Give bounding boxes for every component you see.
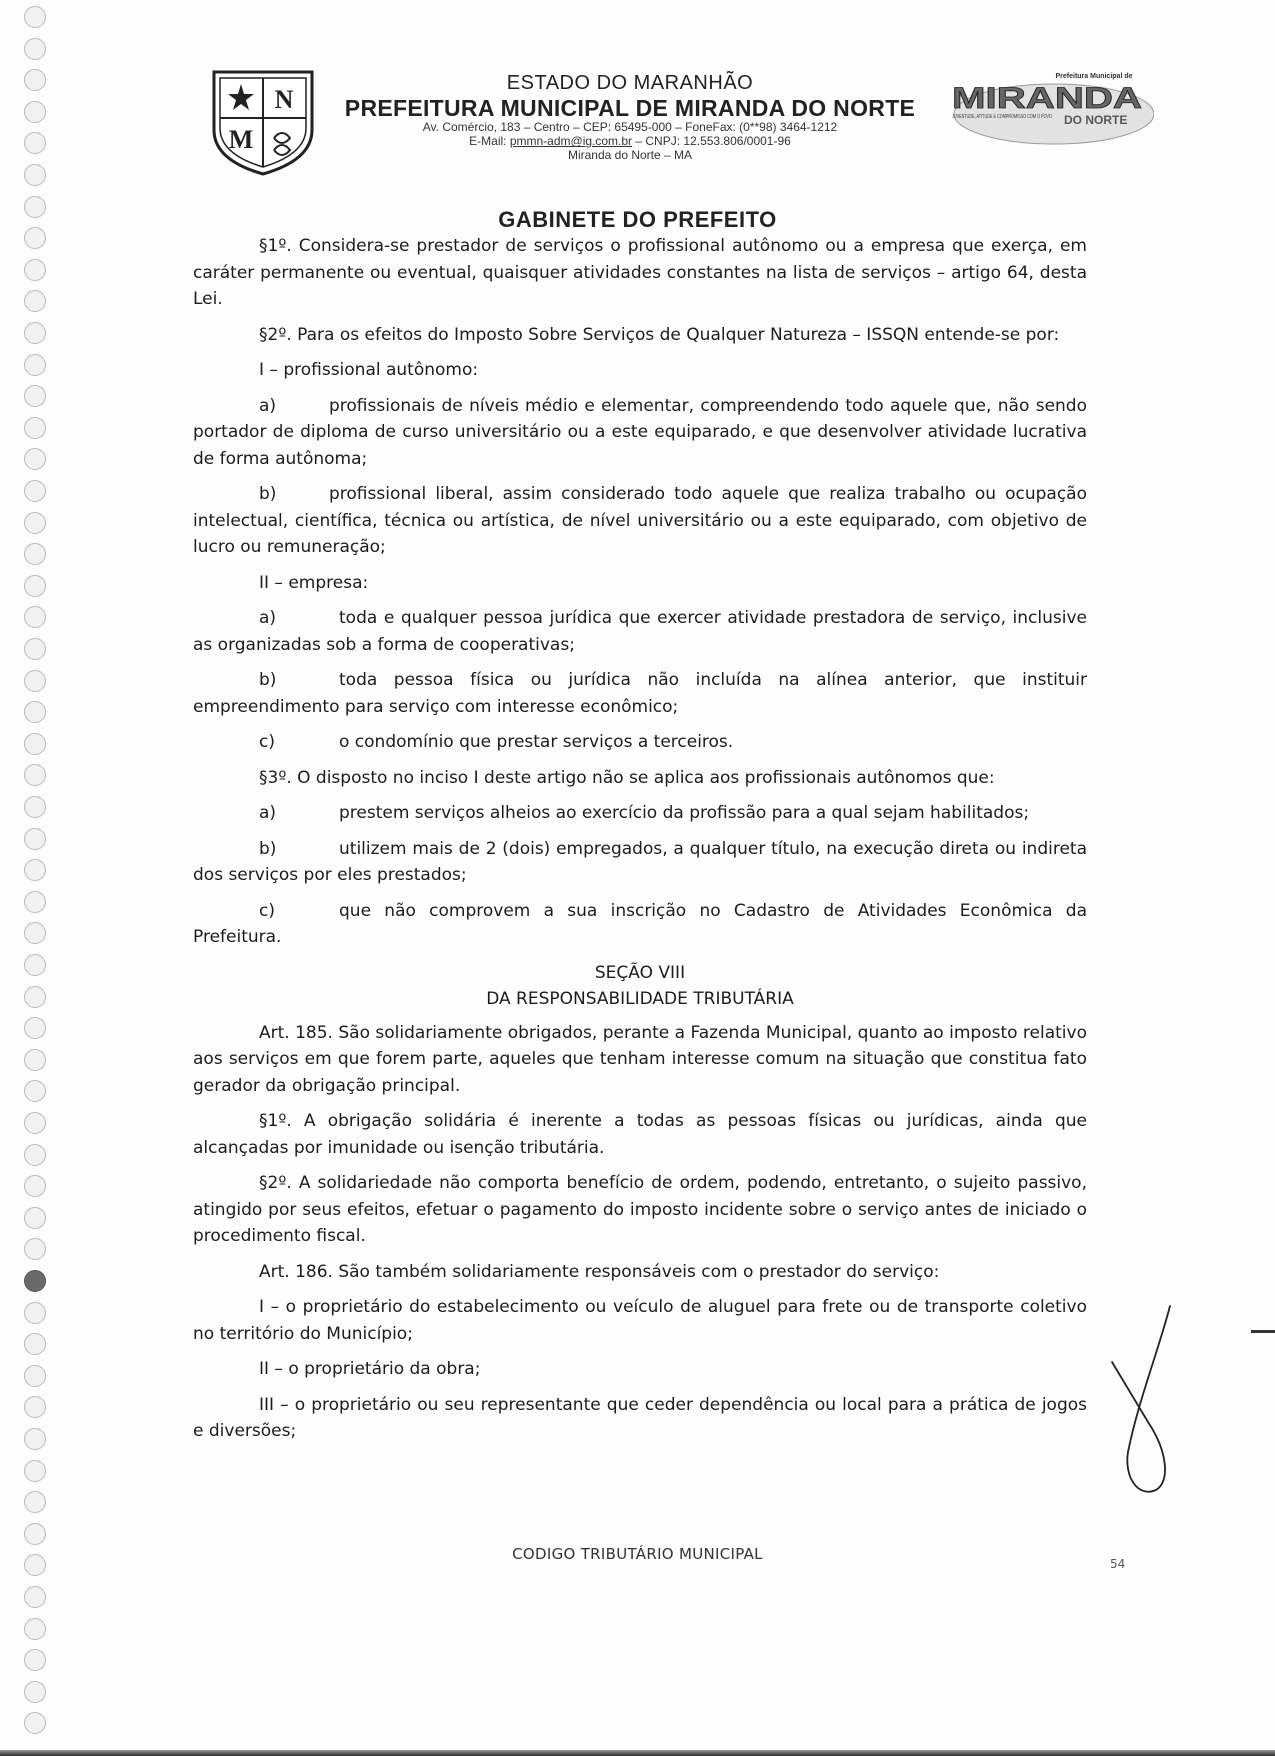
punch-hole xyxy=(24,38,46,60)
punch-hole xyxy=(24,1396,46,1418)
punch-hole xyxy=(24,69,46,91)
punch-hole xyxy=(24,1207,46,1229)
paragraph: §1º. Considera-se prestador de serviços o profissional autônomo ou a empresa que exerça, em caráter permanente ou eventual, quaisquer atividades constantes na lista de serviços – artigo 64, desta Lei. xyxy=(193,236,1087,309)
list-item xyxy=(193,667,1087,720)
logo-sub-text: DO NORTE xyxy=(1064,113,1128,127)
edge-mark xyxy=(1251,1330,1275,1333)
punch-hole xyxy=(24,1175,46,1197)
item-label: c) xyxy=(259,732,275,752)
miranda-logo-icon xyxy=(944,68,1154,148)
list-item xyxy=(193,393,1087,473)
letterhead xyxy=(210,68,1150,178)
punch-hole xyxy=(24,448,46,470)
item-label: b) xyxy=(259,670,277,690)
contact-line xyxy=(330,135,930,149)
paragraph: II – empresa: xyxy=(259,572,369,593)
paragraph: II – o proprietário da obra; xyxy=(259,1359,481,1379)
punch-hole xyxy=(24,986,46,1008)
item-text: o condomínio que prestar serviços a terceiros. xyxy=(339,732,734,752)
punch-hole xyxy=(24,512,46,534)
punch-hole xyxy=(24,1712,46,1734)
logo-slogan: JUVENTUDE, ATITUDE E COMPROMISSO COM O POVO xyxy=(952,114,1052,120)
punch-hole xyxy=(24,480,46,502)
paragraph: I – profissional autônomo: xyxy=(259,360,479,380)
paragraph: §3º. O disposto no inciso I deste artigo não se aplica aos profissionais autônomos que: xyxy=(259,767,995,788)
item-text: que não comprovem a sua inscrição no Cadastro de Atividades Econômica da Prefeitura. xyxy=(193,900,1087,947)
item-text: profissionais de níveis médio e elementar, compreendendo todo aquele que, não sendo portador de diploma de curso universitário ou a este equiparado, e que desenvolver atividade lucrativa de forma autônoma; xyxy=(193,395,1087,469)
punch-hole xyxy=(24,1238,46,1260)
item-text: toda pessoa física ou jurídica não incluída na alínea anterior, que instituir empreendimento para serviço com interesse econômico; xyxy=(193,670,1087,717)
item-label: c) xyxy=(259,900,275,921)
punch-hole xyxy=(24,638,46,660)
document-body xyxy=(193,233,1087,1454)
punch-hole xyxy=(24,891,46,913)
item-label: b) xyxy=(259,484,277,504)
punch-hole xyxy=(24,6,46,28)
item-label: b) xyxy=(259,838,277,859)
punch-hole xyxy=(24,733,46,755)
paragraph: III – o proprietário ou seu representante que ceder dependência ou local para a prática de jogos e diversões; xyxy=(193,1394,1087,1441)
punch-hole xyxy=(24,322,46,344)
punch-hole xyxy=(24,1491,46,1513)
footer-title: CODIGO TRIBUTÁRIO MUNICIPAL xyxy=(512,1545,763,1563)
list-item xyxy=(193,898,1087,951)
cnpj: – CNPJ: 12.553.806/0001-96 xyxy=(632,134,791,149)
punch-hole xyxy=(24,922,46,944)
paragraph: I – o proprietário do estabelecimento ou veículo de aluguel para frete ou de transporte coletivo no território do Município; xyxy=(193,1297,1087,1344)
signature-initials xyxy=(1108,1302,1188,1502)
prefecture-name: PREFEITURA MUNICIPAL DE MIRANDA DO NORTE xyxy=(344,95,916,121)
item-label: a) xyxy=(259,395,277,416)
item-text: profissional liberal, assim considerado todo aquele que realiza trabalho ou ocupação intelectual, científica, técnica ou artística, de nível universitário ou a este equiparado, com objetivo de lucro ou remuneração; xyxy=(193,484,1087,557)
item-label: a) xyxy=(259,608,277,628)
binder-holes xyxy=(20,0,54,1756)
punch-hole xyxy=(24,670,46,692)
crest-letter-n: N xyxy=(274,85,294,114)
punch-hole xyxy=(24,796,46,818)
page-number: 54 xyxy=(1110,1557,1126,1571)
list-item xyxy=(193,605,1087,658)
punch-hole xyxy=(24,1144,46,1166)
section-number: SEÇÃO VIII xyxy=(594,962,686,983)
punch-hole xyxy=(24,1049,46,1071)
city-line: Miranda do Norte – MA xyxy=(567,148,693,163)
punch-hole xyxy=(24,575,46,597)
address-line: Av. Comércio, 183 – Centro – CEP: 65495-000 – FoneFax: (0**98) 3464-1212 xyxy=(422,120,838,135)
section-title: DA RESPONSABILIDADE TRIBUTÁRIA xyxy=(486,988,794,1009)
paragraph: §2º. A solidariedade não comporta benefício de ordem, podendo, entretanto, o sujeito passivo, atingido por seus efeitos, efetuar o pagamento do imposto incidente sobre o serviço antes de iniciado o procedimento fiscal. xyxy=(193,1173,1087,1246)
punch-hole xyxy=(24,290,46,312)
punch-hole xyxy=(24,385,46,407)
punch-hole xyxy=(24,1586,46,1608)
punch-hole xyxy=(24,132,46,154)
punch-hole xyxy=(24,1302,46,1324)
cabinet-title: GABINETE DO PREFEITO xyxy=(498,207,777,232)
item-text: toda e qualquer pessoa jurídica que exercer atividade prestadora de serviço, inclusive as organizadas sob a forma de cooperativas; xyxy=(193,608,1087,655)
article: Art. 186. São também solidariamente responsáveis com o prestador do serviço: xyxy=(259,1261,940,1282)
punch-hole xyxy=(24,1618,46,1640)
email-link[interactable]: pmmn-adm@ig.com.br xyxy=(509,134,633,149)
punch-hole xyxy=(24,1365,46,1387)
list-item xyxy=(193,836,1087,889)
scan-edge xyxy=(0,1750,1275,1756)
punch-hole xyxy=(24,259,46,281)
list-item xyxy=(193,800,1087,827)
punch-hole xyxy=(24,1523,46,1545)
article: Art. 185. São solidariamente obrigados, perante a Fazenda Municipal, quanto ao imposto relativo aos serviços em que forem parte, aqueles que tenham interesse comum na situação que constitua fato gerador da obrigação principal. xyxy=(193,1022,1087,1096)
state-name: ESTADO DO MARANHÃO xyxy=(506,72,754,94)
punch-hole xyxy=(24,1112,46,1134)
punch-hole xyxy=(24,828,46,850)
list-item xyxy=(193,729,1087,756)
logo-main-text: MIRANDA xyxy=(952,82,1142,115)
punch-hole xyxy=(24,1017,46,1039)
list-item xyxy=(193,481,1087,561)
punch-hole xyxy=(24,1460,46,1482)
logo-top-text: Prefeitura Municipal de xyxy=(1055,73,1133,80)
punch-hole xyxy=(24,764,46,786)
punch-hole xyxy=(24,859,46,881)
punch-hole xyxy=(24,606,46,628)
punch-hole xyxy=(24,417,46,439)
crest-letter-m: M xyxy=(228,125,254,154)
punch-hole xyxy=(24,1333,46,1355)
punch-hole xyxy=(24,1270,46,1292)
paragraph: §1º. A obrigação solidária é inerente a todas as pessoas físicas ou jurídicas, ainda que alcançadas por imunidade ou isenção tributária. xyxy=(193,1111,1087,1158)
item-text: prestem serviços alheios ao exercício da profissão para a qual sejam habilitados; xyxy=(339,803,1030,823)
punch-hole xyxy=(24,164,46,186)
punch-hole xyxy=(24,954,46,976)
punch-hole xyxy=(24,1649,46,1671)
punch-hole xyxy=(24,701,46,723)
item-text: utilizem mais de 2 (dois) empregados, a qualquer título, na execução direta ou indireta dos serviços por eles prestados; xyxy=(193,838,1087,885)
punch-hole xyxy=(24,543,46,565)
punch-hole xyxy=(24,1681,46,1703)
punch-hole xyxy=(24,1080,46,1102)
municipal-crest-icon xyxy=(210,68,316,178)
punch-hole xyxy=(24,1428,46,1450)
item-label: a) xyxy=(259,803,277,823)
section-heading xyxy=(193,960,1087,1012)
punch-hole xyxy=(24,354,46,376)
email-label: E-Mail: xyxy=(469,134,510,149)
paragraph: §2º. Para os efeitos do Imposto Sobre Serviços de Qualquer Natureza – ISSQN entende-se por: xyxy=(259,324,1060,345)
punch-hole xyxy=(24,101,46,123)
